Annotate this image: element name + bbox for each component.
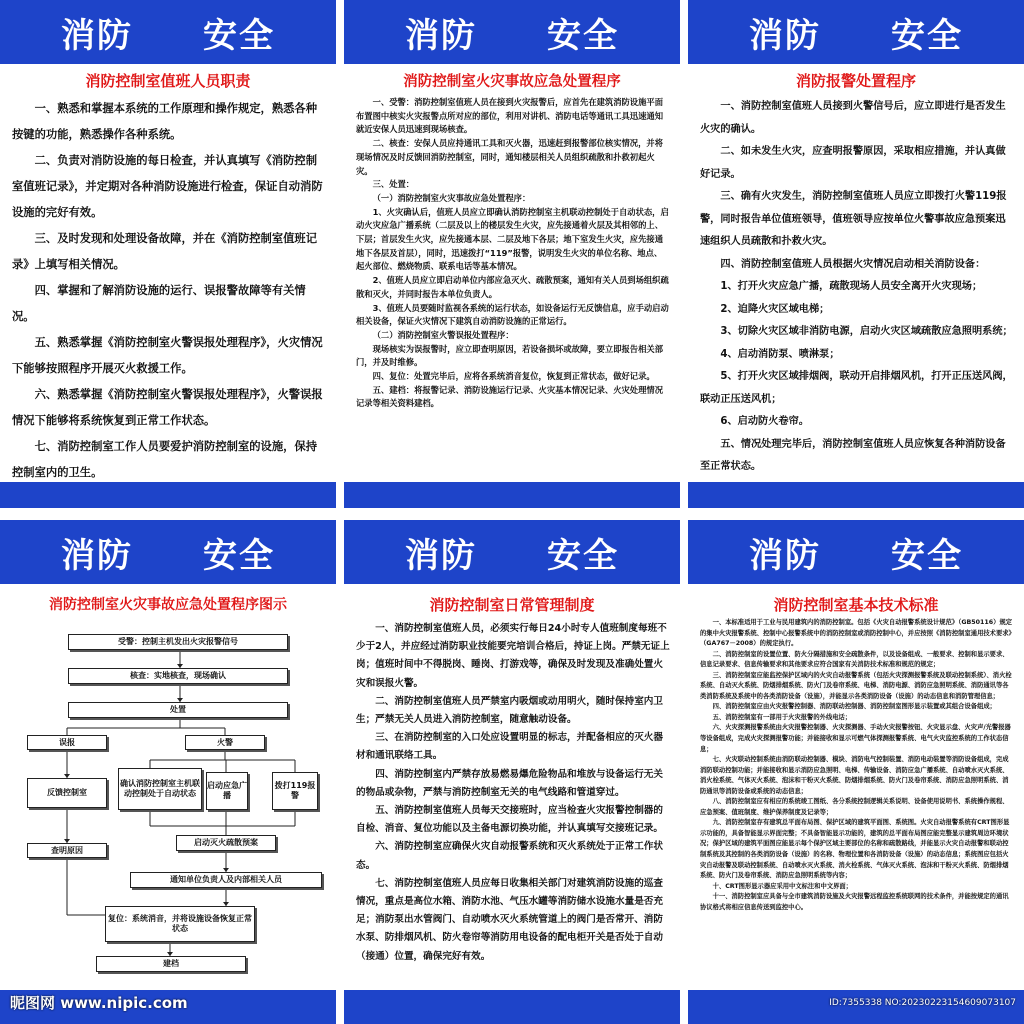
paragraph: 一、熟悉和掌握本系统的工作原理和操作规定，熟悉各种按键的功能，熟悉操作各种系统。 bbox=[12, 102, 318, 141]
paragraph: 一、本标准适用于工业与民用建筑内的消防控制室。包括《火灾自动报警系统设计规范》（GB50116）规定的集中火灾报警系统、控制中心报警系统中的消防控制室或消防控制中心，并应按照《消防控制室通用技术要求》（GA767－2008）的规定执行。 bbox=[700, 619, 1013, 648]
paragraph: 四、掌握和了解消防设施的运行、误报警故障等有关情况。 bbox=[12, 284, 306, 323]
watermark: 昵图网 www.nipic.com bbox=[10, 994, 188, 1012]
paragraph: 2、值班人员应立即启动单位内部应急灭火、疏散预案，通知有关人员到场组织疏散和灭火，并同时报告本单位负责人。 bbox=[356, 275, 669, 299]
panel-header: 消防 安全 bbox=[344, 0, 680, 64]
panel-body bbox=[356, 96, 670, 411]
paragraph: 九、消防控制室存有建筑总平面布局图、保护区域的建筑平面图、系统图。火灾自动报警系统有CRT图形显示功能的，具备智能显示界面完整；不具备智能显示功能的，建筑的总平面布局图应能完整显示建筑周边环境状况；保护区域的建筑平面图应能显示每个保护区域主要部位的名称和疏散路线，并能显示火灾自动报警和联动控制系统及其控制的各类消防设备（设施）的名称、物理位置和各消防设备（设施）的动态信息；系统图应包括火灾自动报警及联动控制系统、自动喷水灭火系统、消火栓系统、气体灭火系统、泡沫和干粉灭火系统、防烟排烟系统、防火门及卷帘系统、消防应急照明系统等内容； bbox=[700, 819, 1010, 880]
paragraph: 五、情况处理完毕后，消防控制室值班人员应恢复各种消防设备至正常状态。 bbox=[700, 438, 1006, 472]
panel-emergency bbox=[344, 0, 680, 510]
flow-notify: 通知单位负责人及内部相关人员 bbox=[130, 872, 322, 888]
panel-title: 消防控制室值班人员职责 bbox=[85, 72, 251, 90]
paragraph: 四、消防控制室值班人员根据火灾情况启动相关消防设备： bbox=[720, 258, 986, 270]
paragraph: 五、消防控制室有一部用于火灾报警的外线电话； bbox=[712, 713, 852, 721]
panel-title: 消防控制室火灾事故应急处置程序 bbox=[403, 74, 621, 90]
panel-title: 消防控制室日常管理制度 bbox=[429, 596, 595, 614]
panel-title: 消防控制室基本技术标准 bbox=[773, 596, 939, 614]
panel-footer-bar bbox=[344, 482, 680, 508]
paragraph: 6、启动防火卷帘。 bbox=[720, 416, 809, 427]
panel-body bbox=[356, 620, 670, 966]
flow-handle: 处置 bbox=[68, 702, 288, 718]
paragraph: 六、火灾探测报警系统由火灾报警控制器、火灾探测器、手动火灾报警按钮、火灾显示盘、火灾声/光警报器等设备组成，完成火灾探测报警功能；并能接收和显示可燃气体探测报警系统、电气火灾监控系统的工作状态信息； bbox=[700, 724, 1011, 753]
paragraph: （一）消防控制室火灾事故应急处置程序： bbox=[372, 192, 531, 203]
flow-evacuate: 启动灭火疏散预案 bbox=[176, 835, 276, 851]
paragraph: 四、复位：处置完毕后，应将各系统消音复位，恢复到正常状态，做好记录。 bbox=[372, 371, 655, 382]
flow-verify: 核查：实地核查，现场确认 bbox=[68, 668, 288, 684]
paragraph: 四、消防控制室应由火灾报警控制器、消防联动控制器、消防控制室图形显示装置或其组合设备组成； bbox=[712, 703, 996, 711]
paragraph: 5、打开火灾区域排烟阀，联动开启排烟风机，打开正压送风阀，联动正压送风机； bbox=[700, 371, 1013, 405]
panel-header: 消防 安全 bbox=[344, 520, 680, 584]
paragraph: 二、消防控制室的设置位置、防火分隔措施和安全疏散条件，以及设备组成、一般要求、控制和显示要求、信息记录要求、信息传输要求和其他要求应符合国家有关消防技术标准和规范的规定； bbox=[700, 650, 1009, 669]
paragraph: 六、熟悉掌握《消防控制室火警误报处理程序》，火警误报情况下能够将系统恢复到正常工作状态。 bbox=[12, 388, 323, 427]
flow-call-119: 拨打119报警 bbox=[272, 772, 318, 810]
paragraph: 八、消防控制室应有相应的系统竣工图纸、各分系统控制逻辑关系说明、设备使用说明书、系统操作规程、应急预案、值班制度、维护保养制度及记录等； bbox=[700, 798, 1009, 816]
paragraph: 1、打开火灾应急广播，疏散现场人员安全离开火灾现场； bbox=[720, 281, 983, 292]
paragraph: 4、启动消防泵、喷淋泵； bbox=[720, 348, 840, 360]
panel-alarm bbox=[688, 0, 1024, 510]
flow-broadcast: 启动应急广播 bbox=[206, 772, 248, 810]
paragraph: 3、切除火灾区域非消防电源，启动火灾区域疏散应急照明系统； bbox=[720, 326, 1013, 337]
paragraph: 五、建档：将报警记录、消防设施运行记录、火灾基本情况记录、火灾处理情况记录等相关资料建档。 bbox=[356, 384, 663, 409]
panel-body bbox=[700, 618, 1014, 913]
paragraph: （二）消防控制室火警误报处置程序： bbox=[372, 329, 514, 340]
panel-footer-bar bbox=[688, 482, 1024, 508]
panel-title: 消防报警处置程序 bbox=[795, 72, 916, 90]
paragraph: 二、如未发生火灾，应查明报警原因，采取相应措施，并认真做好记录。 bbox=[700, 146, 1006, 180]
paragraph: 三、消防控制室应能监控保护区域内的火灾自动报警系统（包括火灾探测报警系统及联动控制系统）、消火栓系统、自动灭火系统、防烟排烟系统、防火门及卷帘系统、电梯、消防电源、消防应急照明系统、消防通讯等各类消防系统及系统中的各类消防设备（设施），并能显示各类消防设备（设施）的动态信息和消防管理信息； bbox=[700, 671, 1012, 700]
flow-fire-alarm: 火警 bbox=[185, 735, 265, 750]
paragraph: 现场核实为误报警时，应立即查明原因，若设备损坏或故障，要立即报告相关部门，并及时维修。 bbox=[356, 343, 663, 368]
paragraph: 二、核查：安保人员应持通讯工具和灭火器，迅速赶到报警部位核实情况，并将现场情况及时反馈回消防控制室，同时，通知楼层相关人员组织疏散和扑救初起火灾。 bbox=[356, 138, 663, 176]
paragraph: 三、处置： bbox=[372, 179, 415, 190]
flow-feedback: 反馈控制室 bbox=[27, 778, 107, 808]
paragraph: 十一、消防控制室应具备与全市建筑消防设施及火灾报警远程监控系统联网的技术条件，并能按规定的通讯协议格式将相应信息传送到监控中心。 bbox=[700, 893, 1009, 911]
paragraph: 三、确有火灾发生，消防控制室值班人员应立即拨打火警119报警，同时报告单位值班领导，值班领导应按单位火警事故应急预案迅速组织人员疏散和扑救火灾。 bbox=[700, 191, 1007, 247]
paragraph: 1、火灾确认后，值班人员应立即确认消防控制室主机联动控制处于自动状态，启动火灾应急广播系统（二层及以上的楼层发生火灾，应先接通着火层及其相邻的上、下层；首层发生火灾，应先接通本层、二层及地下各层；地下室发生火灾，应先接通地下各层及首层），同时，迅速拨打“119”报警，说明发生火灾的单位名称、地点、起火部位、燃烧物质、联系电话等基本情况。 bbox=[356, 206, 669, 272]
paragraph: 一、消防控制室值班人员，必须实行每日24小时专人值班制度每班不少于2人，并应经过消防职业技能要完培训合格后，持证上岗。严禁无证上岗；值班时间中不得脱岗、睡岗、打游戏等，确保及时发现及准确处置火灾和误报火警。 bbox=[356, 623, 670, 689]
paragraph: 七、消防控制室值班人员应每日收集相关部门对建筑消防设施的巡查情况，重点是高位水箱、消防水池、气压水罐等消防储水设施水量是否充足；消防泵出水管阀门、自动喷水灭火系统管道上的阀门是否常开、消防水泵、防排烟风机、防火卷帘等消防用电设备的配电柜开关是否处于自动（接通）位置，确保完好有效。 bbox=[356, 877, 663, 962]
panel-daily-management bbox=[344, 520, 680, 1024]
flow-false-alarm: 误报 bbox=[27, 735, 107, 750]
flow-find-cause: 查明原因 bbox=[27, 843, 107, 858]
paragraph: 二、负责对消防设施的每日检查，并认真填写《消防控制室值班记录》，并定期对各种消防设施进行检查，保证自动消防设施的完好有效。 bbox=[12, 154, 323, 219]
paragraph: 七、消防控制室工作人员要爱护消防控制室的设施，保持控制室内的卫生。 bbox=[12, 440, 318, 479]
paragraph: 五、熟悉掌握《消防控制室火警误报处理程序》，火灾情况下能够按照程序开展灭火救援工作。 bbox=[12, 336, 323, 375]
flow-confirm-auto: 确认消防控制室主机联动控制处于自动状态 bbox=[118, 768, 202, 810]
panel-title: 消防控制室火灾事故应急处置程序图示 bbox=[49, 597, 287, 613]
panel-header: 消防 安全 bbox=[0, 0, 336, 64]
paragraph: 四、消防控制室内严禁存放易燃易爆危险物品和堆放与设备运行无关的物品或杂物，严禁与消防控制室无关的电气线路和管道穿过。 bbox=[356, 768, 663, 798]
paragraph: 十、CRT图形显示器应采用中文标注和中文界面； bbox=[712, 882, 853, 890]
paragraph: 一、受警：消防控制室值班人员在接到火灾报警后，应首先在建筑消防设施平面布置图中核实火灾报警点所对应的部位，利用对讲机、消防电话等通讯工具迅速通知就近安保人员迅速到现场核查。 bbox=[356, 97, 663, 135]
image-id: ID:7355338 NO:20230223154609073107 bbox=[829, 998, 1016, 1008]
panel-header: 消防 安全 bbox=[688, 520, 1024, 584]
panel-tech-standard bbox=[688, 520, 1024, 1024]
paragraph: 2、迫降火灾区域电梯； bbox=[720, 303, 830, 315]
paragraph: 六、消防控制室应确保火灾自动报警系统和灭火系统处于正常工作状态。 bbox=[356, 841, 663, 871]
panel-body bbox=[700, 96, 1014, 479]
paragraph: 3、值班人员要随时监视各系统的运行状态，如设备运行无反馈信息，应手动启动相关设备，保证火灾情况下建筑自动消防设施的正常运行。 bbox=[356, 302, 669, 327]
flow-reset: 复位：系统消音，并将设施设备恢复正常状态 bbox=[105, 906, 255, 942]
paragraph: 五、消防控制室值班人员每天交接班时，应当检查火灾报警控制器的自检、消音、复位功能以及主备电源切换功能，并认真填写交接班记录。 bbox=[356, 805, 663, 835]
paragraph: 三、在消防控制室的入口处应设置明显的标志，并配备相应的灭火器材和通讯联络工具。 bbox=[356, 732, 663, 762]
flowchart-connectors bbox=[0, 0, 336, 1024]
paragraph: 一、消防控制室值班人员接到火警信号后，应立即进行是否发生火灾的确认。 bbox=[700, 101, 1006, 135]
panel-header: 消防 安全 bbox=[688, 0, 1024, 64]
paragraph: 二、消防控制室值班人员严禁室内吸烟或动用明火，随时保持室内卫生；严禁无关人员进入消防控制室，随意触动设备。 bbox=[356, 695, 663, 726]
flow-receive: 受警：控制主机发出火灾报警信号 bbox=[68, 634, 288, 650]
panel-header: 消防 安全 bbox=[0, 520, 336, 584]
flow-archive: 建档 bbox=[96, 956, 246, 972]
panel-footer-bar bbox=[344, 990, 680, 1024]
paragraph: 七、火灾联动控制系统由消防联动控制器、模块、消防电气控制装置、消防电动装置等消防设备组成，完成消防联动控制功能；并能接收和显示消防应急照明、电梯、传输设备、消防应急广播系统、自动喷水灭火系统、消火栓系统、气体灭火系统、泡沫和干粉灭火系统、防烟排烟系统、防火门及卷帘系统、消防应急照明系统、消防通讯等消防设备或系统的动态信息； bbox=[700, 756, 1009, 795]
paragraph: 三、及时发现和处理设备故障，并在《消防控制室值班记录》上填写相关情况。 bbox=[12, 232, 318, 271]
